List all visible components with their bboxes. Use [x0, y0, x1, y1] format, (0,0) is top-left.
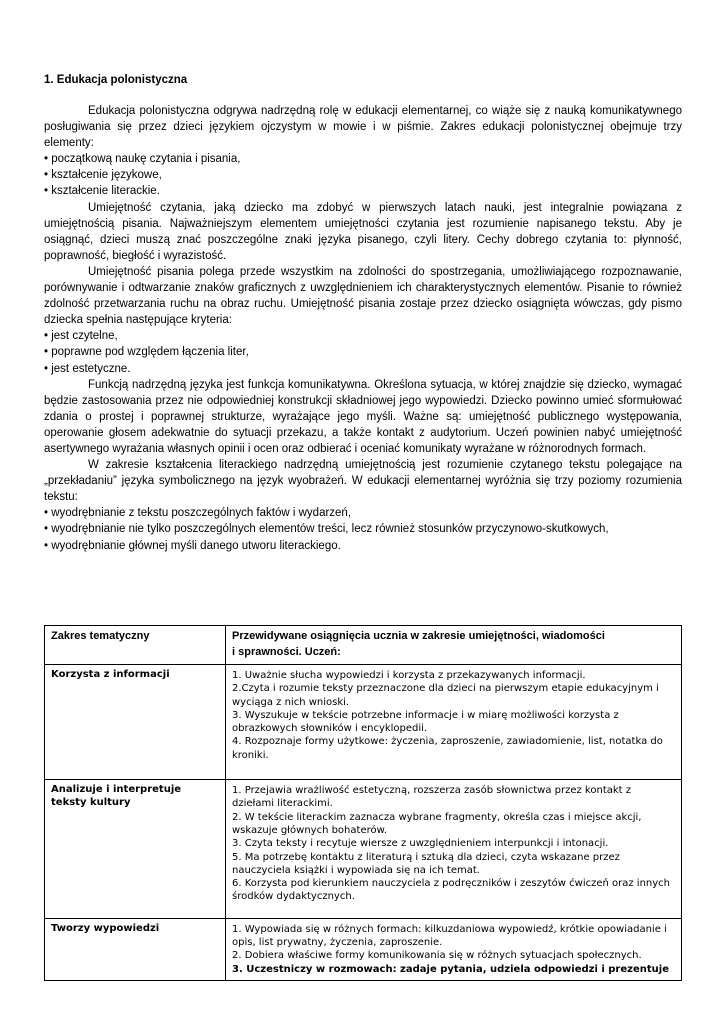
literary-paragraph: W zakresie kształcenia literackiego nadrzędną umiejętnością jest rozumienie czytanego tekstu polegające na „przekładaniu” języka symbolicznego na język wyobrażeń. W edukacji elementarnej wyróżnia się trzy poziomy rozumienia tekstu:	[44, 459, 682, 504]
intro-bullet-list	[44, 151, 682, 199]
area-cell: Korzysta z informacji	[45, 665, 226, 780]
column-header-area: Zakres tematyczny	[45, 626, 226, 665]
language-paragraph: Funkcją nadrzędną języka jest funkcja komunikatywna. Określona sytuacja, w której znajdzie się dziecko, wymagać będzie zastosowania przez nie odpowiedniej konstrukcji składniowej jego wypowiedzi. Dziecko powinno umieć sformułować zdania o prostej i poprawnej strukturze, wyrażające jego myśli. Ważne są: umiejętność publicznego występowania, operowanie głosem adekwatnie do sytuacji przekazu, a także kontakt z audytorium. Uczeń powinien nabyć umiejętność asertywnego wyrażania własnych opinii i ocen oraz odbierać i oceniać komunikaty wyrażane w różnorodnych formach.	[44, 378, 682, 455]
list-item: • jest czytelne,	[44, 328, 682, 344]
achievement-item: 2. W tekście literackim zaznacza wybrane fragmenty, określa czas i miejsce akcji, wskazuje głównych bohaterów.	[232, 811, 642, 836]
achievement-item: 1. Przejawia wrażliwość estetyczną, rozszerza zasób słownictwa przez kontakt z dziełami literackimi.	[232, 785, 632, 810]
table-row	[45, 780, 682, 919]
writing-paragraph: Umiejętność pisania polega przede wszystkim na zdolności do spostrzegania, umożliwiającego rozpoznawanie, porównywanie i odtwarzanie znaków graficznych z uwzględnieniem ich charakterystycznych elementów. Pisanie to również zdolność przetwarzania ruchu na obraz ruchu. Umiejętność pisania zostaje przez dziecko osiągnięta wówczas, gdy pismo dziecka spełnia następujące kryteria:	[44, 265, 682, 327]
achievement-item: 2.Czyta i rozumie teksty przeznaczone dla dzieci na pierwszym etapie edukacyjnym i wyciąga z nich wnioski.	[232, 683, 659, 708]
header-line: i sprawności. Uczeń:	[232, 646, 341, 658]
writing-bullet-list	[44, 328, 682, 376]
header-line: Przewidywane osiągnięcia ucznia w zakresie umiejętności, wiadomości	[232, 630, 605, 642]
achievement-item: 2. Dobiera właściwe formy komunikowania się w różnych sytuacjach społecznych.	[232, 950, 642, 962]
table-row	[45, 665, 682, 780]
list-item: • kształcenie literackie.	[44, 183, 682, 199]
section-body	[44, 103, 682, 554]
reading-paragraph: Umiejętność czytania, jaką dziecko ma zdobyć w pierwszych latach nauki, jest integralnie powiązana z umiejętnością pisania. Najważniejszym elementem umiejętności czytania jest rozumienie napisanego tekstu. Aby je osiągnąć, dzieci muszą znać poszczególne znaki języka pisanego, czyli litery. Cechy dobrego czytania to: płynność, poprawność, biegłość i wyrazistość.	[44, 201, 682, 262]
achievements-cell	[226, 665, 682, 780]
list-item: • wyodrębnianie z tekstu poszczególnych faktów i wydarzeń,	[44, 505, 682, 521]
section-heading: 1. Edukacja polonistyczna	[44, 74, 188, 86]
list-item: • jest estetyczne.	[44, 361, 682, 377]
achievement-item: 3. Czyta teksty i recytuje wiersze z uwzględnieniem interpunkcji i intonacji.	[232, 838, 609, 850]
cell-spacer	[232, 904, 675, 914]
list-item: • kształcenie językowe,	[44, 167, 682, 183]
intro-paragraph: Edukacja polonistyczna odgrywa nadrzędną rolę w edukacji elementarnej, co wiąże się z nauką komunikatywnego posługiwania się przez dzieci językiem ojczystym w mowie i w piśmie. Zakres edukacji polonistycznej obejmuje trzy elementy:	[44, 105, 682, 150]
cell-spacer	[232, 762, 675, 775]
list-item: • poprawne pod względem łączenia liter,	[44, 344, 682, 360]
table-row	[45, 918, 682, 980]
area-cell: Tworzy wypowiedzi	[45, 918, 226, 980]
column-header-achievements	[226, 626, 682, 665]
achievements-table	[44, 625, 682, 981]
achievements-cell	[226, 918, 682, 980]
table-header-row	[45, 626, 682, 665]
achievement-item: 1. Wypowiada się w różnych formach: kilkuzdaniowa wypowiedź, krótkie opowiadanie i opis, list prywatny, życzenia, zaproszenie.	[232, 923, 667, 949]
list-item: • wyodrębnianie głównej myśli danego utworu literackiego.	[44, 538, 682, 554]
achievement-item: 3. Wyszukuje w tekście potrzebne informacje i w miarę możliwości korzysta z obrazkowych słowników i encyklopedii.	[232, 709, 619, 735]
achievement-item: 1. Uważnie słucha wypowiedzi i korzysta z przekazywanych informacji.	[232, 670, 586, 681]
list-item: • wyodrębnianie nie tylko poszczególnych elementów treści, lecz również stosunków przyczynowo-skutkowych,	[44, 521, 682, 537]
achievement-item: 6. Korzysta pod kierunkiem nauczyciela z podręczników i zeszytów ćwiczeń oraz innych środków dydaktycznych.	[232, 878, 671, 903]
literary-bullet-list	[44, 505, 682, 553]
area-cell: Analizuje i interpretuje teksty kultury	[45, 780, 226, 919]
achievements-cell	[226, 780, 682, 919]
achievement-item: 3. Uczestniczy w rozmowach: zadaje pytania, udziela odpowiedzi i prezentuje	[232, 963, 669, 975]
achievement-item: 4. Rozpoznaje formy użytkowe: życzenia, zaproszenie, zawiadomienie, list, notatka do kroniki.	[232, 736, 663, 761]
list-item: • początkową naukę czytania i pisania,	[44, 151, 682, 167]
achievement-item: 5. Ma potrzebę kontaktu z literaturą i sztuką dla dzieci, czyta wskazane przez nauczyciela książki i wypowiada się na ich temat.	[232, 851, 620, 876]
